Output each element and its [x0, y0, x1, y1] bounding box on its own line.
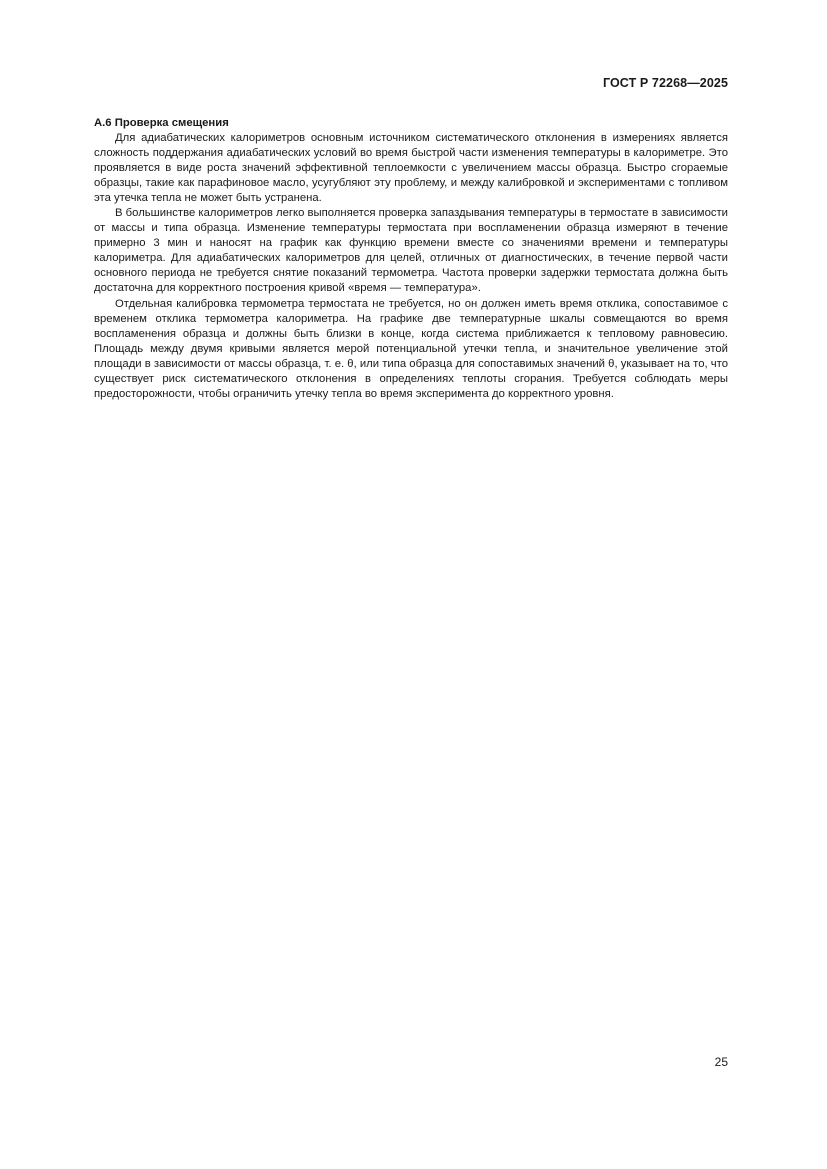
paragraph-1	[94, 131, 728, 206]
paragraph-3	[94, 297, 728, 402]
paragraph-2-text: В большинстве калориметров легко выполняется проверка запаздывания температуры в термостате в зависимости от массы и типа образца. Изменение температуры термостата при воспламенении образца измеряют в течение примерно 3 мин и наносят на график как функцию времени вместе со значениями времени и температуры калориметра. Для адиабатических калориметров для целей, отличных от диагностических, в течение первой части основного периода не требуется снятие показаний термометра. Частота проверки задержки термостата должна быть достаточна для корректного построения кривой «время — температура».	[94, 207, 728, 295]
paragraph-1-text: Для адиабатических калориметров основным источником систематического отклонения в измерениях является сложность поддержания адиабатических условий во время быстрой части изменения температуры в калориметре. Это проявляется в виде роста значений эффективной теплоемкости с увеличением массы образца. Быстро сгораемые образцы, такие как парафиновое масло, усугубляют эту проблему, и между калибровкой и экспериментами с топливом эта утечка тепла не может быть устранена.	[94, 132, 728, 205]
section-content	[94, 116, 728, 402]
paragraph-2	[94, 206, 728, 296]
paragraph-3-text: Отдельная калибровка термометра термостата не требуется, но он должен иметь время отклика, сопоставимое с временем отклика термометра калориметра. На графике две температурные шкалы совмещаются во время воспламенения образца и должны быть близки в конце, когда система приближается к тепловому равновесию. Площадь между двумя кривыми является мерой потенциальной утечки тепла, и значительное увеличение этой площади в зависимости от массы образца, т. е. θ, или типа образца для сопоставимых значений θ, указывает на то, что существует риск систематического отклонения в определениях теплоты сгорания. Требуется соблюдать меры предосторожности, чтобы ограничить утечку тепла во время эксперимента до корректного уровня.	[94, 297, 728, 400]
document-code-header: ГОСТ Р 72268—2025	[602, 76, 728, 90]
page-number: 25	[714, 1055, 728, 1069]
section-title: А.6 Проверка смещения	[94, 117, 229, 129]
